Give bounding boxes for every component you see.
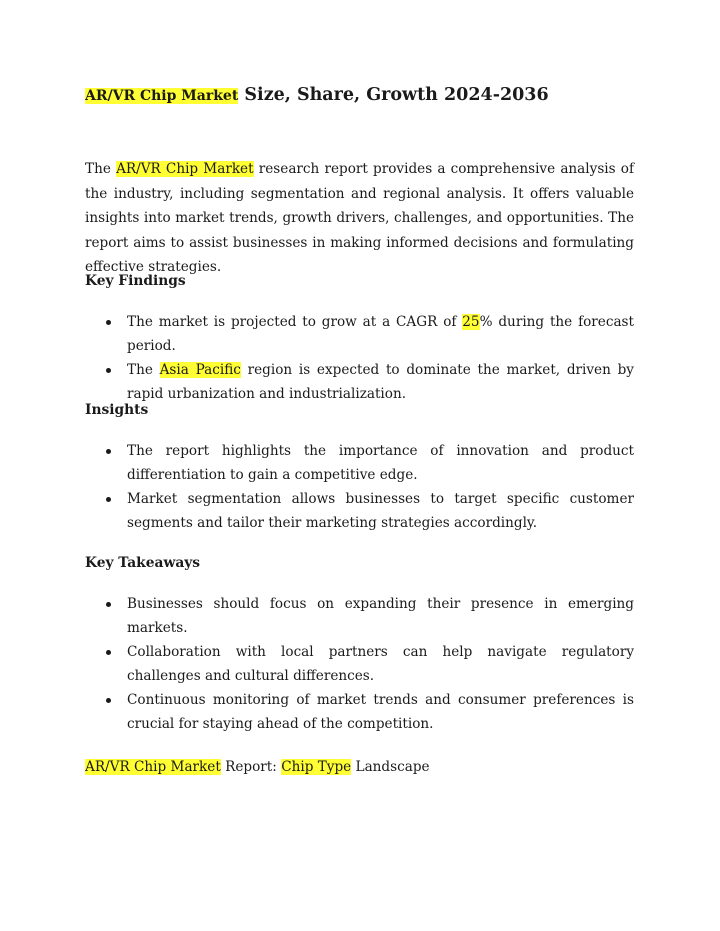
- insight-text: Market segmentation allows businesses to target specific customer segments and tailor their marketing strategies accordingly.: [127, 491, 634, 531]
- bullet-icon: [106, 497, 111, 502]
- finding-2-after: region is expected to dominate the market, driven by rapid urbanization and industrialization.: [127, 362, 634, 402]
- intro-rest: research report provides a comprehensive analysis of the industry, including segmentation and regional analysis. It offers valuable insights into market trends, growth drivers, challenges, and opportunities. The report aims to assist businesses in making informed decisions and formulating effective strategies.: [85, 161, 635, 275]
- intro-lead: The: [85, 161, 111, 177]
- report-highlight-market: AR/VR Chip Market: [85, 759, 221, 775]
- report-label: Report:: [225, 759, 277, 775]
- intro-paragraph: [85, 157, 634, 280]
- takeaway-text: Collaboration with local partners can help navigate regulatory challenges and cultural differences.: [127, 644, 634, 684]
- list-item: [85, 640, 634, 688]
- key-takeaways-heading: Key Takeaways: [85, 555, 201, 571]
- finding-1-after: % during the forecast period.: [127, 314, 634, 354]
- insights-list: [85, 439, 634, 535]
- region-highlight: Asia Pacific: [159, 362, 241, 378]
- list-item: [85, 688, 634, 736]
- title-rest: Size, Share, Growth 2024-2036: [244, 85, 549, 105]
- list-item: [85, 487, 634, 535]
- insight-text: The report highlights the importance of innovation and product differentiation to gain a competitive edge.: [127, 443, 634, 483]
- key-findings-heading: Key Findings: [85, 273, 186, 289]
- finding-2-before: The: [127, 362, 153, 378]
- page-title: [85, 82, 645, 109]
- list-item: [85, 592, 634, 640]
- cagr-highlight: 25: [462, 314, 480, 330]
- bullet-icon: [106, 602, 111, 607]
- bullet-icon: [106, 698, 111, 703]
- insights-heading: Insights: [85, 402, 149, 418]
- key-findings-list: [85, 310, 634, 406]
- report-section-line: [85, 756, 645, 778]
- intro-highlight: AR/VR Chip Market: [116, 161, 254, 177]
- bullet-icon: [106, 449, 111, 454]
- takeaway-text: Businesses should focus on expanding their presence in emerging markets.: [127, 596, 634, 636]
- finding-1-before: The market is projected to grow at a CAGR of: [127, 314, 457, 330]
- title-highlight: AR/VR Chip Market: [85, 88, 239, 104]
- takeaway-text: Continuous monitoring of market trends and consumer preferences is crucial for staying ahead of the competition.: [127, 692, 634, 732]
- bullet-icon: [106, 320, 111, 325]
- list-item: [85, 310, 634, 358]
- key-takeaways-list: [85, 592, 634, 736]
- list-item: [85, 439, 634, 487]
- bullet-icon: [106, 368, 111, 373]
- bullet-icon: [106, 650, 111, 655]
- report-end: Landscape: [355, 759, 430, 775]
- report-highlight-chip-type: Chip Type: [281, 759, 352, 775]
